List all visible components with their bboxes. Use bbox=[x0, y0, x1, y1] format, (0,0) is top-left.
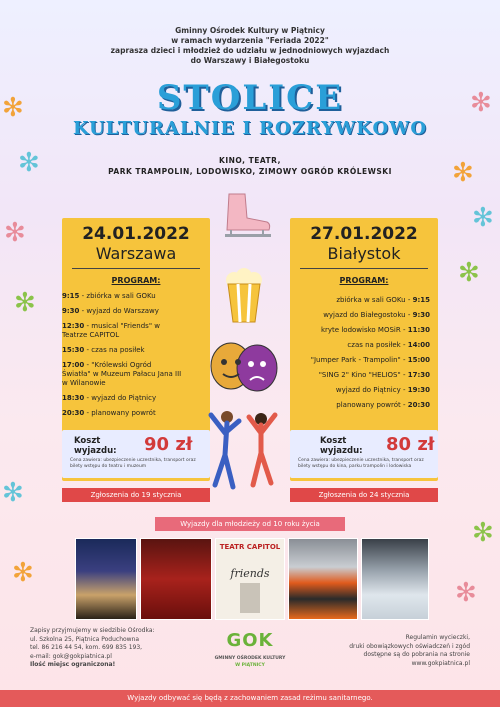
program-item bbox=[290, 401, 430, 410]
intro-line: Gminny Ośrodek Kultury w Piątnicy bbox=[175, 26, 325, 35]
theater-seats-photo bbox=[140, 538, 212, 620]
intro-line: do Warszawy i Białegostoku bbox=[190, 56, 310, 65]
program-time: 11:30 bbox=[407, 326, 430, 334]
program-item bbox=[290, 386, 430, 395]
program-time: 9:15 bbox=[412, 296, 430, 304]
snowflake-icon: ✻ bbox=[455, 578, 477, 608]
program-text: kryte lodowisko MOSiR - bbox=[320, 326, 408, 334]
logo-mark: GOK bbox=[226, 630, 274, 651]
main-title: STOLICE bbox=[156, 78, 344, 118]
program-text: "SING 2" Kino "HELIOS" - bbox=[318, 371, 408, 379]
bialystok-city: Białystok bbox=[327, 244, 401, 263]
cost-note: Cena zawiera: ubezpieczenie uczestnika, transport oraz bilety wstępu do teatru i muzeum bbox=[70, 458, 196, 469]
trampoline-park-photo bbox=[288, 538, 358, 620]
program-text: - "Królewski Ogród Światła" w Muzeum Pałacu Jana III w Wilanowie bbox=[62, 361, 182, 387]
intro-line: zaprasza dzieci i młodzież do udziału w jednodniowych wyjazdach bbox=[110, 46, 390, 55]
program-time: 9:30 bbox=[412, 311, 430, 319]
cost-label-line: wyjazdu: bbox=[320, 446, 363, 456]
regulations-line: Regulamin wycieczki, bbox=[405, 634, 470, 641]
cost-label-line: Koszt bbox=[74, 436, 101, 446]
attractions-line: PARK TRAMPOLIN, LODOWISKO, ZIMOWY OGRÓD KRÓLEWSKI bbox=[108, 167, 392, 176]
program-time: 15:30 bbox=[62, 346, 85, 354]
warsaw-card bbox=[62, 218, 210, 481]
program-item bbox=[290, 356, 430, 365]
program-text: - czas na posiłek bbox=[84, 346, 145, 354]
theater-masks-icon bbox=[205, 340, 285, 395]
registration-line: Zapisy przyjmujemy w siedzibie Ośrodka: bbox=[30, 627, 155, 634]
program-time: 9:30 bbox=[62, 307, 80, 315]
warsaw-price: 90 zł bbox=[144, 434, 193, 455]
program-time: 20:30 bbox=[62, 409, 85, 417]
snowflake-icon: ✻ bbox=[470, 88, 492, 118]
program-time: 15:00 bbox=[407, 356, 430, 364]
regulations-info bbox=[300, 634, 470, 668]
regulations-line: dostępne są do pobrania na stronie bbox=[363, 651, 470, 658]
program-item bbox=[62, 394, 182, 403]
bialystok-cost-box bbox=[290, 430, 438, 478]
registration-line: tel. 86 216 44 54, kom. 699 835 193, bbox=[30, 644, 143, 651]
bialystok-deadline: Zgłoszenia do 24 stycznia bbox=[290, 488, 438, 502]
musical-poster bbox=[215, 538, 285, 620]
bialystok-program-list bbox=[290, 296, 430, 410]
program-item bbox=[290, 341, 430, 350]
program-text: planowany powrót - bbox=[336, 401, 408, 409]
program-text: - wyjazd do Warszawy bbox=[79, 307, 159, 315]
cost-label bbox=[74, 436, 117, 456]
poster-title: friends bbox=[230, 567, 270, 580]
program-text: - wyjazd do Piątnicy bbox=[84, 394, 157, 402]
divider bbox=[300, 268, 428, 269]
program-time: 12:30 bbox=[62, 322, 85, 330]
cost-label bbox=[320, 436, 363, 456]
snowflake-icon: ✻ bbox=[4, 218, 26, 248]
program-time: 18:30 bbox=[62, 394, 85, 402]
cost-label-line: wyjazdu: bbox=[74, 446, 117, 456]
program-text: "Jumper Park - Trampolin" - bbox=[310, 356, 408, 364]
program-text: zbiórka w sali GOKu - bbox=[336, 296, 413, 304]
popcorn-icon bbox=[222, 268, 266, 324]
main-subtitle: KULTURALNIE I ROZRYWKOWO bbox=[72, 118, 428, 139]
palace-photo bbox=[75, 538, 137, 620]
cost-note: Cena zawiera: ubezpieczenie uczestnika, transport oraz bilety wstępu do kina, parku trampolin i lodowiska bbox=[298, 458, 424, 469]
program-item bbox=[290, 371, 430, 380]
warsaw-city: Warszawa bbox=[95, 244, 177, 263]
program-item bbox=[290, 326, 430, 335]
program-time: 17:00 bbox=[62, 361, 85, 369]
intro-text bbox=[110, 26, 390, 66]
bialystok-card bbox=[290, 218, 438, 481]
program-text: czas na posiłek - bbox=[347, 341, 408, 349]
snowflake-icon: ✻ bbox=[12, 558, 34, 588]
logo-line: GMINNY OŚRODEK KULTURY bbox=[214, 656, 286, 661]
snowflake-icon: ✻ bbox=[472, 203, 494, 233]
regulations-line: www.gokpiatnica.pl bbox=[411, 659, 470, 667]
program-item bbox=[62, 409, 182, 418]
snowflake-icon: ✻ bbox=[458, 258, 480, 288]
logo-line: W PIĄTNICY bbox=[235, 663, 265, 668]
ice-skate-icon bbox=[215, 190, 275, 245]
program-text: - zbiórka w sali GOKu bbox=[79, 292, 156, 300]
warsaw-program-title: PROGRAM: bbox=[111, 276, 161, 285]
registration-info bbox=[30, 627, 200, 670]
program-time: 14:00 bbox=[407, 341, 430, 349]
bialystok-date: 27.01.2022 bbox=[310, 224, 418, 244]
program-time: 9:15 bbox=[62, 292, 80, 300]
bialystok-program-title: PROGRAM: bbox=[339, 276, 389, 285]
program-time: 20:30 bbox=[407, 401, 430, 409]
ice-rink-photo bbox=[361, 538, 429, 620]
warsaw-date: 24.01.2022 bbox=[82, 224, 190, 244]
warsaw-program-list bbox=[62, 292, 182, 418]
snowflake-icon: ✻ bbox=[14, 288, 36, 318]
program-item bbox=[62, 346, 182, 355]
snowflake-icon: ✻ bbox=[18, 148, 40, 178]
program-item bbox=[62, 307, 182, 316]
cost-label-line: Koszt bbox=[320, 436, 347, 446]
program-item bbox=[290, 296, 430, 305]
registration-line: e-mail: gok@gokpiatnica.pl bbox=[30, 652, 112, 660]
registration-line: Ilość miejsc ograniczona! bbox=[30, 661, 116, 668]
snowflake-icon: ✻ bbox=[472, 518, 494, 548]
program-text: wyjazd do Białegostoku - bbox=[323, 311, 413, 319]
regulations-line: druki obowiązkowych oświadczeń i zgód bbox=[349, 642, 470, 650]
program-item bbox=[62, 361, 182, 388]
program-item bbox=[62, 322, 182, 340]
program-item bbox=[62, 292, 182, 301]
attractions-text bbox=[80, 155, 420, 177]
program-item bbox=[290, 311, 430, 320]
poster-theater-name: TEATR CAPITOL bbox=[219, 543, 281, 551]
program-text: - musical "Friends" w Teatrze CAPITOL bbox=[62, 322, 160, 339]
registration-line: ul. Szkolna 25, Piątnica Poduchowna bbox=[30, 635, 140, 643]
age-banner: Wyjazdy dla młodzieży od 10 roku życia bbox=[155, 517, 345, 531]
program-time: 19:30 bbox=[407, 386, 430, 394]
divider bbox=[72, 268, 200, 269]
snowflake-icon: ✻ bbox=[2, 93, 24, 123]
warsaw-cost-box bbox=[62, 430, 210, 478]
sanitary-notice: Wyjazdy odbywać się będą z zachowaniem zasad reżimu sanitarnego. bbox=[0, 690, 500, 707]
snowflake-icon: ✻ bbox=[2, 478, 24, 508]
program-text: wyjazd do Piątnicy - bbox=[335, 386, 408, 394]
bialystok-price: 80 zł bbox=[386, 434, 435, 455]
gok-logo bbox=[205, 630, 295, 680]
dancers-icon bbox=[205, 405, 285, 495]
warsaw-deadline: Zgłoszenia do 19 stycznia bbox=[62, 488, 210, 502]
program-time: 17:30 bbox=[407, 371, 430, 379]
program-text: - planowany powrót bbox=[84, 409, 156, 417]
poster-figure bbox=[240, 583, 260, 613]
intro-line: w ramach wydarzenia "Feriada 2022" bbox=[171, 36, 329, 45]
attractions-line: KINO, TEATR, bbox=[219, 156, 281, 165]
snowflake-icon: ✻ bbox=[452, 158, 474, 188]
